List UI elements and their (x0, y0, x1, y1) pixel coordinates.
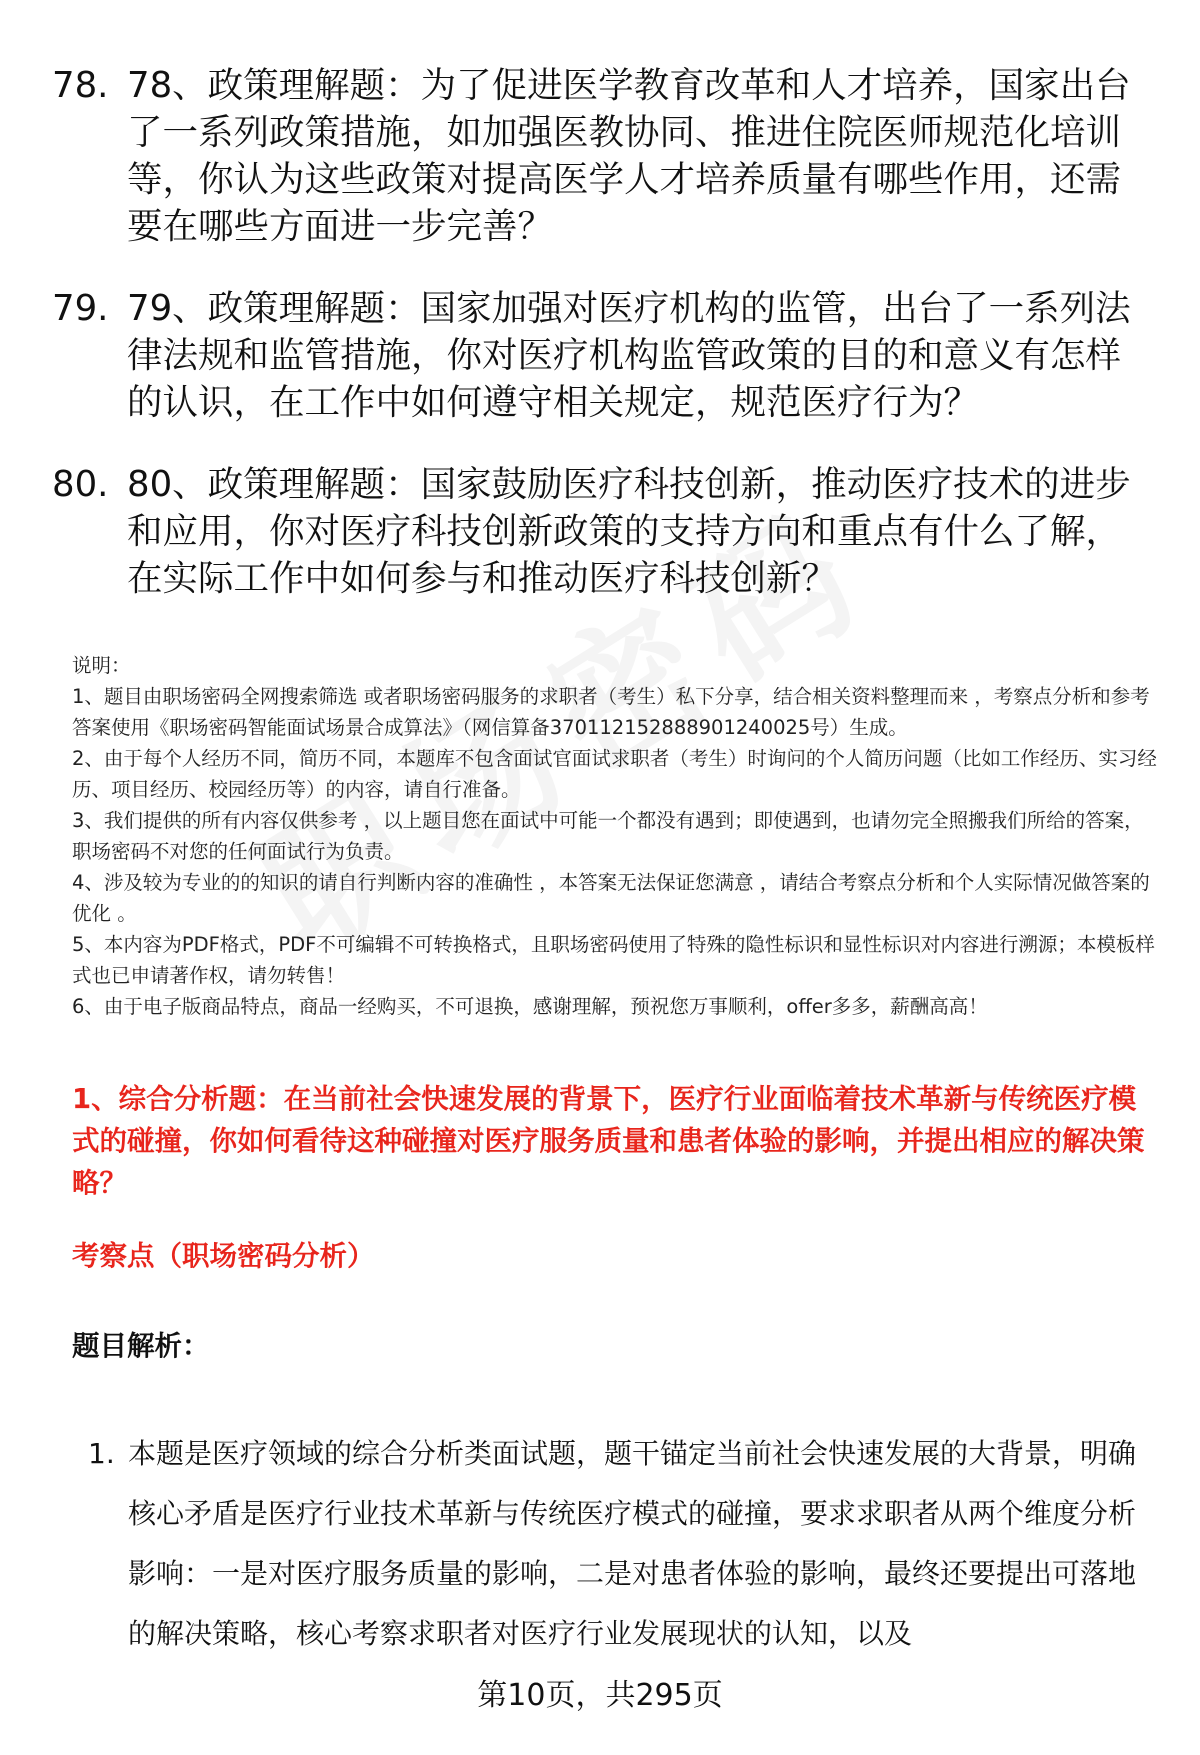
question-number: 78. (52, 65, 109, 106)
question-list (52, 62, 1152, 637)
question-item (52, 461, 1152, 602)
note-item: 4、涉及较为专业的的知识的请自行判断内容的准确性 ，本答案无法保证您满意 ，请结合考察点分析和个人实际情况做答案的优化 。 (72, 871, 1150, 925)
analysis-item (88, 1424, 1148, 1664)
note-item: 3、我们提供的所有内容仅供参考 ，以上题目您在面试中可能一个都没有遇到；即使遇到，也请勿完全照搬我们所给的答案，职场密码不对您的任何面试行为负责。 (72, 809, 1144, 863)
note-item: 1、题目由职场密码全网搜索筛选 或者职场密码服务的求职者（考生）私下分享，结合相关资料整理而来 ，考察点分析和参考答案使用《职场密码智能面试场景合成算法》（网信算备370112152888901240025号）生成。 (72, 685, 1150, 739)
analysis-list (88, 1424, 1148, 1664)
question-number: 80. (52, 464, 109, 505)
analysis-text: 本题是医疗领域的综合分析类面试题，题干锚定当前社会快速发展的大背景，明确核心矛盾是医疗行业技术革新与传统医疗模式的碰撞，要求求职者从两个维度分析影响：一是对医疗服务质量的影响，二是对患者体验的影响，最终还要提出可落地的解决策略，核心考察求职者对医疗行业发展现状的认知，以及 (128, 1437, 1137, 1650)
notes-section (72, 650, 1157, 1022)
question-text: 79、政策理解题：国家加强对医疗机构的监管，出台了一系列法律法规和监管措施，你对医疗机构监管政策的目的和意义有怎样的认识，在工作中如何遵守相关规定，规范医疗行为？ (127, 288, 1131, 423)
question-text: 80、政策理解题：国家鼓励医疗科技创新，推动医疗技术的进步和应用，你对医疗科技创新政策的支持方向和重点有什么了解，在实际工作中如何参与和推动医疗科技创新？ (127, 464, 1131, 599)
question-number: 79. (52, 288, 109, 329)
notes-title: 说明： (72, 654, 131, 677)
highlight-question: 1、综合分析题：在当前社会快速发展的背景下，医疗行业面临着技术革新与传统医疗模式的碰撞，你如何看待这种碰撞对医疗服务质量和患者体验的影响，并提出相应的解决策略？ (72, 1083, 1145, 1199)
question-item (52, 285, 1152, 426)
analysis-number: 1. (88, 1437, 115, 1470)
note-item: 6、由于电子版商品特点，商品一经购买，不可退换，感谢理解，预祝您万事顺利，offer多多，薪酬高高！ (72, 995, 988, 1018)
exam-point-heading: 考察点（职场密码分析） (72, 1240, 375, 1272)
note-item: 2、由于每个人经历不同，简历不同，本题库不包含面试官面试求职者（考生）时询问的个人简历问题（比如工作经历、实习经历、项目经历、校园经历等）的内容，请自行准备。 (72, 747, 1157, 801)
question-item (52, 62, 1152, 250)
question-text: 78、政策理解题：为了促进医学教育改革和人才培养，国家出台了一系列政策措施，如加强医教协同、推进住院医师规范化培训等，你认为这些政策对提高医学人才培养质量有哪些作用，还需要在哪些方面进一步完善？ (127, 65, 1131, 247)
analysis-heading: 题目解析： (72, 1330, 210, 1362)
note-item: 5、本内容为PDF格式，PDF不可编辑不可转换格式，且职场密码使用了特殊的隐性标识和显性标识对内容进行溯源；本模板样式也已申请著作权，请勿转售！ (72, 933, 1155, 987)
page-footer: 第10页，共295页 (477, 1678, 723, 1713)
